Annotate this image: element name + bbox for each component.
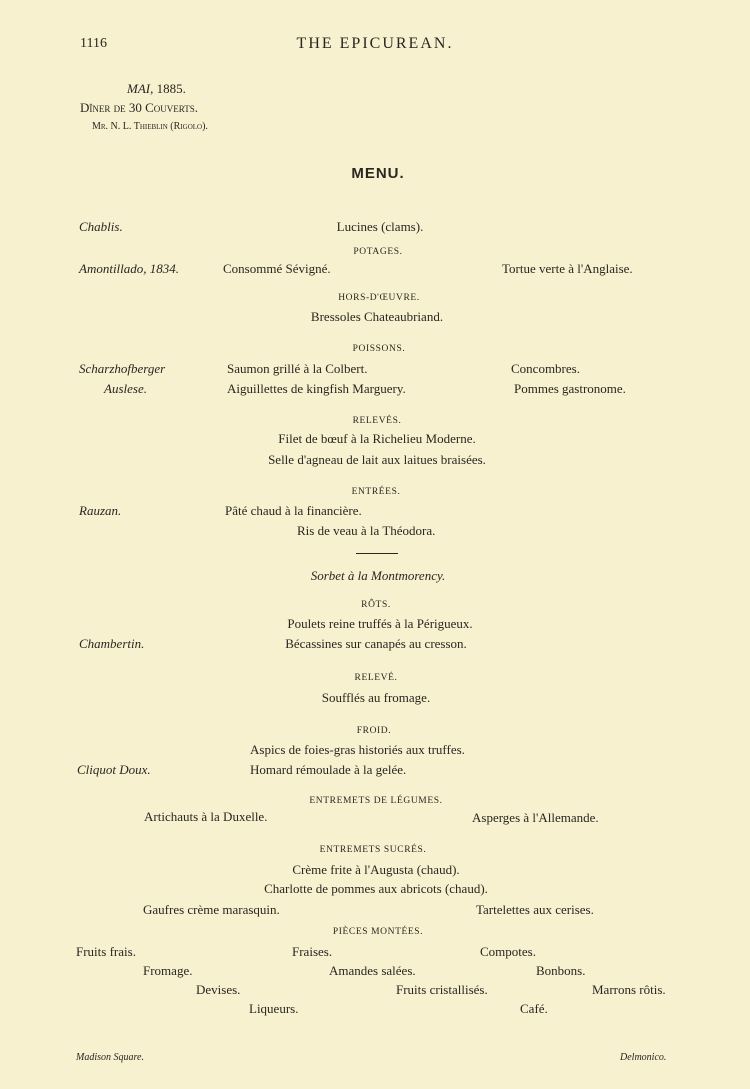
dessert-amandes: Amandes salées.: [329, 963, 416, 978]
section-entremets-legumes: ENTREMETS DE LÉGUMES.: [309, 796, 443, 806]
dessert-compotes: Compotes.: [480, 944, 536, 959]
page-number: 1116: [80, 36, 107, 51]
dessert-fruits-frais: Fruits frais.: [76, 944, 136, 959]
poisson-1: Saumon grillé à la Colbert.: [227, 361, 368, 376]
releve-2: Selle d'agneau de lait aux laitues braisées.: [268, 452, 486, 467]
section-froid: FROID.: [356, 726, 392, 736]
entree-2: Ris de veau à la Théodora.: [297, 523, 436, 538]
month: MAI: [127, 81, 151, 96]
section-entremets-sucres: ENTREMETS SUCRÉS.: [319, 845, 427, 855]
wine-scharzhofberger: Scharzhofberger: [79, 361, 166, 376]
host-line: Mr. N. L. Thieblin (Rigolo).: [92, 121, 208, 132]
sucre-3: Gaufres crème marasquin.: [143, 902, 280, 917]
wine-amontillado: Amontillado, 1834.: [79, 261, 180, 276]
wine-rauzan: Rauzan.: [79, 503, 122, 518]
section-rots: RÔTS.: [361, 600, 391, 610]
dinner-line: Dîner de 30 Couverts.: [80, 100, 199, 115]
entree-1: Pâté chaud à la financière.: [225, 503, 362, 518]
course-clams: Lucines (clams).: [336, 219, 424, 234]
souffle: Soufflés au fromage.: [321, 690, 431, 705]
dessert-marrons: Marrons rôtis.: [592, 982, 666, 997]
section-pieces-montees: PIÈCES MONTÉES.: [332, 927, 424, 937]
section-poissons: POISSONS.: [352, 344, 406, 354]
potage-2: Tortue verte à l'Anglaise.: [502, 261, 633, 276]
hors-1: Bressoles Chateaubriand.: [310, 309, 444, 324]
releve-1: Filet de bœuf à la Richelieu Moderne.: [278, 431, 476, 446]
dessert-devises: Devises.: [196, 982, 241, 997]
rot-1: Poulets reine truffés à la Périgueux.: [287, 616, 473, 631]
year: , 1885.: [150, 81, 186, 96]
wine-chambertin: Chambertin.: [79, 636, 145, 651]
dessert-liqueurs: Liqueurs.: [249, 1001, 299, 1016]
wine-cliquot: Cliquot Doux.: [77, 762, 151, 777]
sucre-1: Crème frite à l'Augusta (chaud).: [292, 862, 460, 877]
dessert-bonbons: Bonbons.: [536, 963, 586, 978]
menu-date: [127, 81, 186, 97]
footer-location: Madison Square.: [76, 1052, 144, 1063]
section-releves: RELEVÉS.: [352, 416, 402, 426]
dessert-fruits-cristallises: Fruits cristallisés.: [396, 982, 488, 997]
poisson-2: Aiguillettes de kingfish Marguery.: [227, 381, 406, 396]
section-releve: RELEVÉ.: [354, 673, 398, 683]
sucre-2: Charlotte de pommes aux abricots (chaud).: [264, 881, 488, 896]
potage-1: Consommé Sévigné.: [223, 261, 331, 276]
dessert-fromage: Fromage.: [143, 963, 193, 978]
legume-1: Artichauts à la Duxelle.: [144, 809, 268, 824]
divider-rule: [356, 553, 398, 554]
rot-2: Bécassines sur canapés au cresson.: [285, 636, 467, 651]
poisson-1-garnish: Concombres.: [511, 361, 580, 376]
poisson-2-garnish: Pommes gastronome.: [514, 381, 626, 396]
dessert-fraises: Fraises.: [292, 944, 333, 959]
froid-1: Aspics de foies-gras historiés aux truffes.: [250, 742, 465, 757]
froid-2: Homard rémoulade à la gelée.: [250, 762, 407, 777]
footer-restaurant: Delmonico.: [620, 1052, 667, 1063]
section-entrees: ENTRÉES.: [351, 487, 401, 497]
sorbet: Sorbet à la Montmorency.: [310, 568, 446, 583]
sucre-4: Tartelettes aux cerises.: [476, 902, 594, 917]
wine-chablis: Chablis.: [79, 219, 123, 234]
section-hors-doeuvre: HORS-D'ŒUVRE.: [338, 293, 420, 303]
wine-auslese: Auslese.: [104, 381, 147, 396]
menu-title: MENU.: [351, 165, 405, 182]
running-title: THE EPICUREAN.: [296, 35, 454, 52]
section-potages: POTAGES.: [353, 247, 403, 257]
legume-2: Asperges à l'Allemande.: [472, 810, 599, 825]
dessert-cafe: Café.: [520, 1001, 548, 1016]
